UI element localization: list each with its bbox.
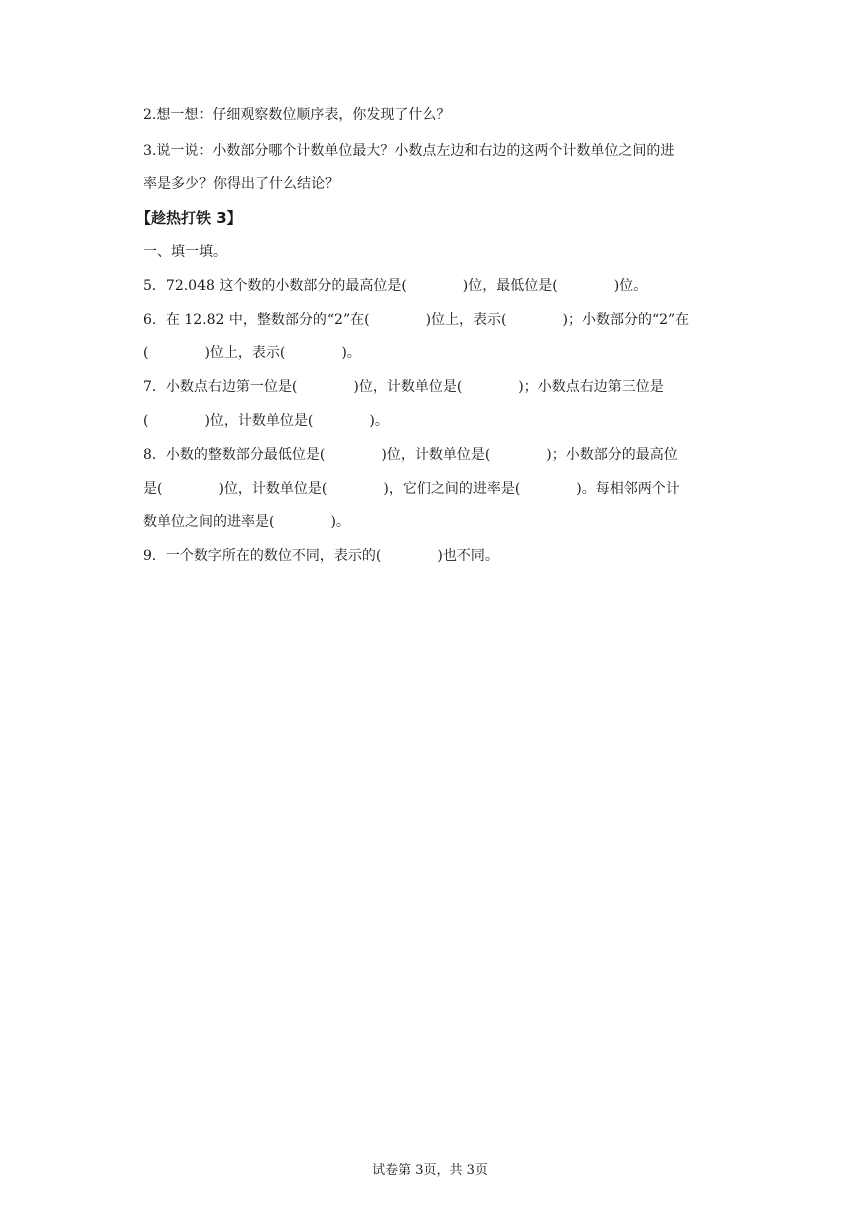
section-heading: 【趁热打铁 3】 [136,209,242,227]
page-footer: 试卷第 3页，共 3页 [372,1163,488,1178]
question-3-line-2: 率是多少？你得出了什么结论？ [143,176,339,192]
question-5: 5．72.048 这个数的小数部分的最高位是( )位，最低位是( )位。 [143,278,648,294]
section-subheading: 一、填一填。 [143,244,227,260]
question-8-line-2: 是( )位，计数单位是( )，它们之间的进率是( )。每相邻两个计 [143,481,680,497]
question-2: 2.想一想：仔细观察数位顺序表，你发现了什么？ [143,107,451,123]
question-9: 9．一个数字所在的数位不同，表示的( )也不同。 [143,548,499,564]
question-8-line-1: 8．小数的整数部分最低位是( )位，计数单位是( )；小数部分的最高位 [143,447,678,463]
question-6-line-1: 6．在 12.82 中，整数部分的“2”在( )位上，表示( )；小数部分的“2”在 [143,312,690,328]
question-8-line-3: 数单位之间的进率是( )。 [143,514,350,530]
question-3-line-1: 3.说一说：小数部分哪个计数单位最大？小数点左边和右边的这两个计数单位之间的进 [143,143,675,159]
question-7-line-2: ( )位，计数单位是( )。 [143,413,389,429]
question-7-line-1: 7．小数点右边第一位是( )位，计数单位是( )；小数点右边第三位是 [143,379,664,395]
question-6-line-2: ( )位上，表示( )。 [143,345,361,361]
